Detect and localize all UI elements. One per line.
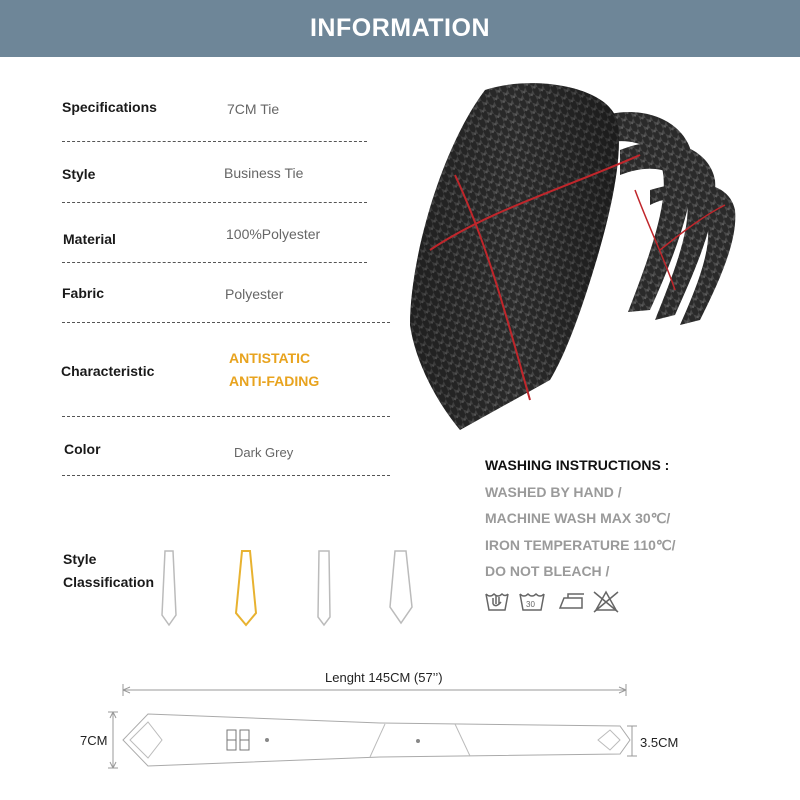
washing-line: WASHED BY HAND / [485, 484, 622, 500]
spec-value-material: 100%Polyester [226, 226, 321, 242]
narrow-end-label: 3.5CM [640, 735, 679, 750]
wash-temp-text: 30 [526, 600, 535, 609]
header-bar [0, 0, 800, 57]
spec-value-characteristic-1: ANTISTATIC [229, 350, 311, 366]
style-classification-line1: Style [63, 551, 97, 567]
care-icons [484, 586, 624, 614]
length-label: Lenght 145CM (57’’) [325, 670, 443, 685]
no-bleach-icon [594, 592, 618, 612]
tie-product-photo [400, 80, 740, 440]
tie-style-shapes [150, 545, 430, 635]
tie-shape-straight [318, 551, 330, 625]
spec-label-characteristic: Characteristic [61, 363, 155, 379]
tie-shape-skinny [162, 551, 176, 625]
hand-wash-icon [486, 594, 508, 610]
style-classification-label [63, 548, 154, 594]
divider [62, 322, 390, 323]
style-classification-line2: Classification [63, 574, 155, 590]
washing-line: MACHINE WASH MAX 30℃/ [485, 510, 671, 526]
iron-icon [560, 594, 584, 608]
spec-value-style: Business Tie [224, 165, 304, 181]
spec-label-specifications: Specifications [62, 99, 157, 115]
tie-shape-wide [390, 551, 412, 623]
washing-line: IRON TEMPERATURE 110℃/ [485, 537, 676, 553]
divider [62, 141, 367, 142]
machine-wash-30-icon [520, 594, 544, 610]
washing-line: DO NOT BLEACH / [485, 563, 610, 579]
tie-dimension-diagram [100, 680, 660, 780]
spec-label-color: Color [64, 441, 101, 457]
page-title: INFORMATION [309, 14, 490, 42]
divider [62, 262, 367, 263]
spec-label-material: Material [63, 231, 116, 247]
spec-value-specifications: 7CM Tie [227, 101, 280, 117]
spec-value-characteristic-2: ANTI-FADING [229, 373, 320, 389]
divider [62, 202, 367, 203]
spec-value-fabric: Polyester [225, 286, 284, 302]
divider [62, 475, 390, 476]
divider [62, 416, 390, 417]
spec-value-color: Dark Grey [234, 445, 294, 460]
spec-label-fabric: Fabric [62, 285, 105, 301]
washing-title: WASHING INSTRUCTIONS : [485, 457, 670, 473]
spec-label-style: Style [62, 166, 96, 182]
wide-end-label: 7CM [80, 733, 108, 748]
tie-shape-selected [236, 551, 256, 625]
